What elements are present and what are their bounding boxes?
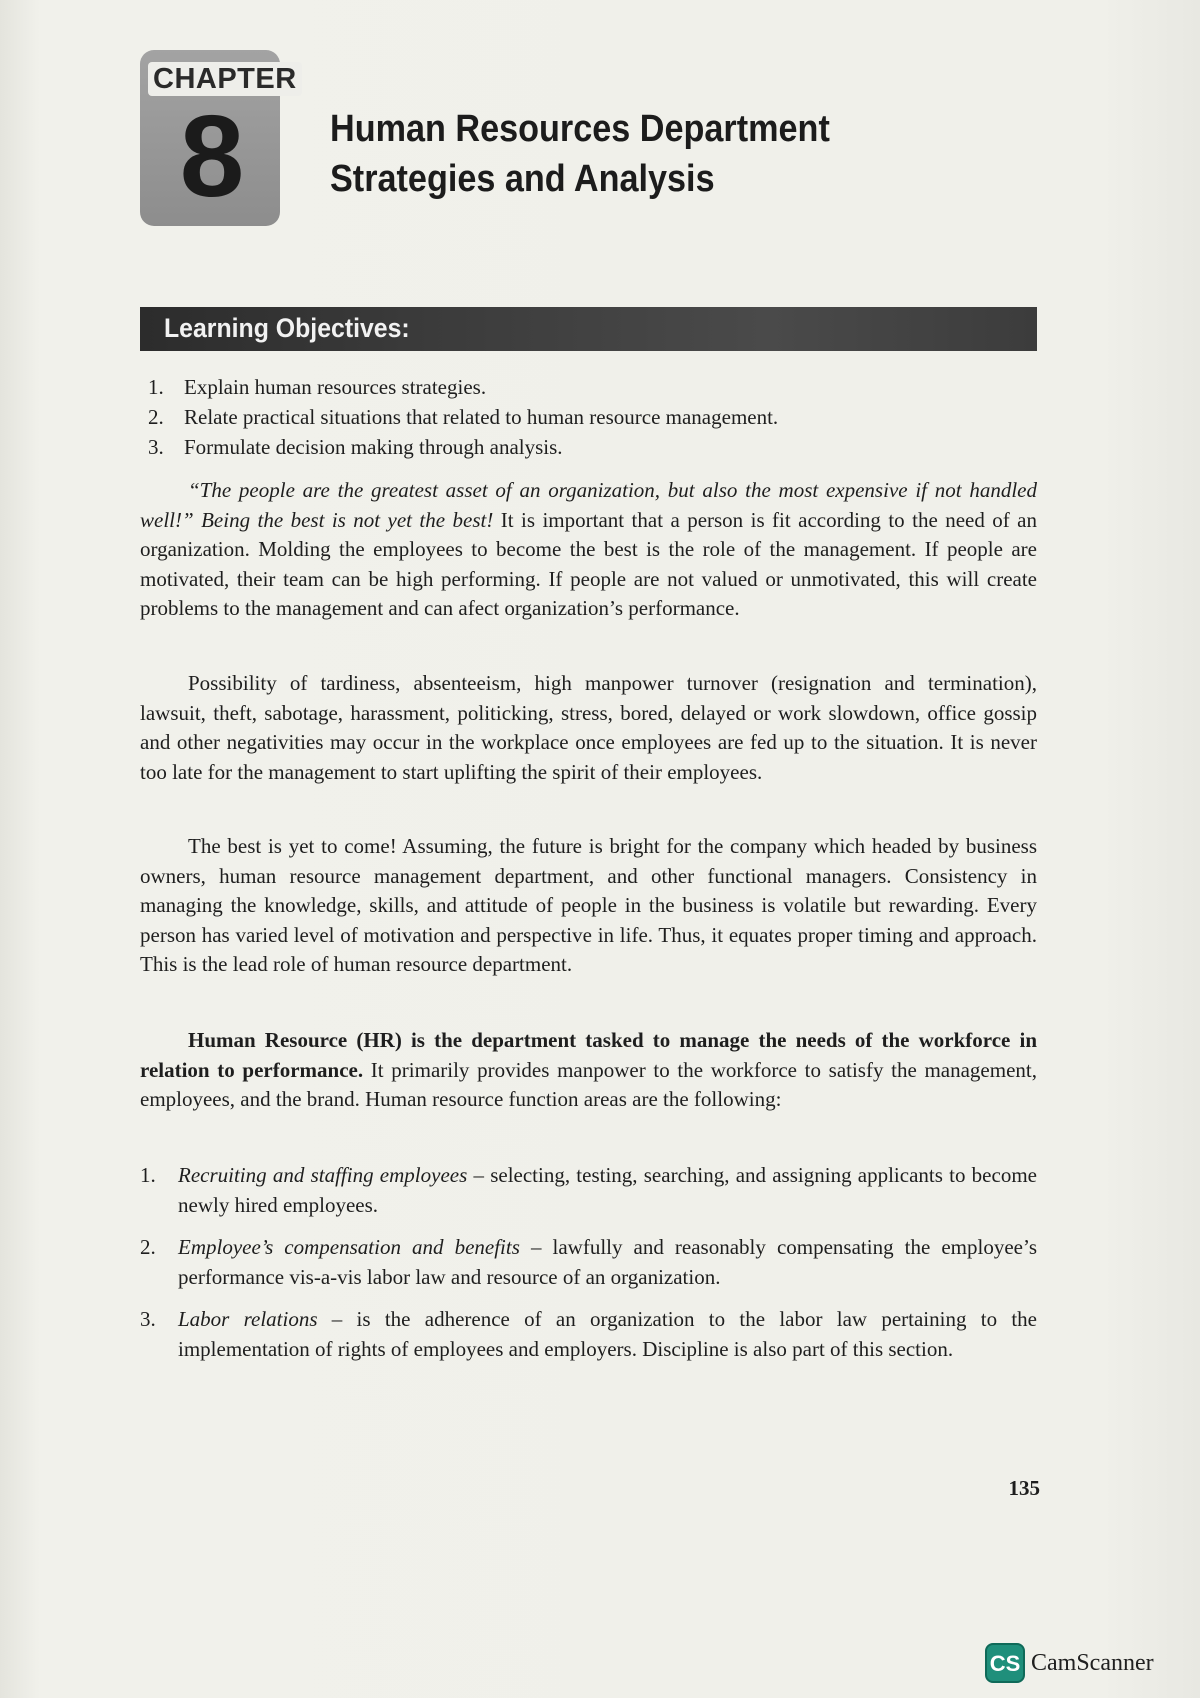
paragraph-1 <box>140 476 1037 624</box>
paragraph-negativities <box>140 669 1037 787</box>
paragraph-1-text: It is important that a person is fit according to the need of an organization. Molding the employees to become the best is the role of the management. If people are motivated, their team can be high performing. If people are not valued or unmotivated, this will create problems to the management and can afect organization’s performance. <box>140 507 1037 620</box>
hr-function-term: Recruiting and staffing employees <box>178 1163 468 1187</box>
chapter-title: Human Resources Department Strategies and Analysis <box>330 108 830 200</box>
objective-number: 1. <box>148 375 164 399</box>
learning-objectives-list <box>148 372 1028 462</box>
hr-function-item <box>140 1232 1037 1292</box>
hr-function-desc: – lawfully and reasonably compensating the employee’s performance vis-a-vis labor law and resource of an organization. <box>178 1235 1037 1289</box>
hr-function-number: 1. <box>140 1163 156 1187</box>
paragraph-4 <box>140 1026 1037 1115</box>
hr-function-term: Employee’s compensation and benefits <box>178 1235 520 1259</box>
page-number: 135 <box>1008 1476 1040 1500</box>
paragraph-3: The best is yet to come! Assuming, the future is bright for the company which headed by business owners, human resource management department, and other functional managers. Consistency in managing the knowledge, skills, and attitude of people in the business is volatile but rewarding. Every person has varied level of motivation and perspective in life. Thus, it equates proper timing and approach. This is the lead role of human resource department. <box>140 834 1037 976</box>
paragraph-best-yet <box>140 832 1037 980</box>
hr-function-desc: – selecting, testing, searching, and assigning applicants to become newly hired employees. <box>178 1163 1037 1217</box>
hr-function-text <box>178 1232 1037 1292</box>
chapter-number: 8 <box>179 91 245 221</box>
hr-function-term: Labor relations <box>178 1307 318 1331</box>
chapter-label: CHAPTER <box>148 62 302 96</box>
camscanner-logo-icon: CS <box>985 1643 1025 1683</box>
hr-function-number: 2. <box>140 1235 156 1259</box>
learning-objectives-heading: Learning Objectives: <box>164 313 410 343</box>
hr-function-text <box>178 1160 1037 1220</box>
camscanner-watermark <box>985 1643 1154 1683</box>
paragraph-hr-definition <box>140 1026 1037 1115</box>
objective-text: Explain human resources strategies. <box>184 375 487 399</box>
camscanner-name: CamScanner <box>1031 1649 1154 1676</box>
paragraph-4-text: It primarily provides manpower to the workforce to satisfy the management, employees, and the brand. Human resource function areas are the following: <box>140 1057 1037 1111</box>
opening-quote: “The people are the greatest asset of an organization, but also the most expensive if not handled well!” Being the best is not yet the best! <box>140 478 1037 532</box>
hr-function-number: 3. <box>140 1307 156 1331</box>
hr-function-item <box>140 1304 1037 1364</box>
hr-function-text <box>178 1304 1037 1364</box>
objective-text: Relate practical situations that related to human resource management. <box>184 405 779 429</box>
objective-text: Formulate decision making through analysis. <box>184 435 563 459</box>
hr-definition: Human Resource (HR) is the department tasked to manage the needs of the workforce in relation to performance. <box>140 1028 1037 1082</box>
paragraph-intro <box>140 476 1037 624</box>
objective-item <box>148 372 1028 402</box>
objective-item <box>148 402 1028 432</box>
objective-item <box>148 432 1028 462</box>
hr-functions-list <box>140 1160 1037 1376</box>
paragraph-2: Possibility of tardiness, absenteeism, high manpower turnover (resignation and termination), lawsuit, theft, sabotage, harassment, politicking, stress, bored, delayed or work slowdown, office gossip and other negativities may occur in the workplace once employees are fed up to the situation. It is never too late for the management to start uplifting the spirit of their employees. <box>140 671 1037 784</box>
objective-number: 2. <box>148 405 164 429</box>
objective-number: 3. <box>148 435 164 459</box>
hr-function-item <box>140 1160 1037 1220</box>
hr-function-desc: – is the adherence of an organization to the labor law pertaining to the implementation of rights of employees and employers. Discipline is also part of this section. <box>178 1307 1037 1361</box>
